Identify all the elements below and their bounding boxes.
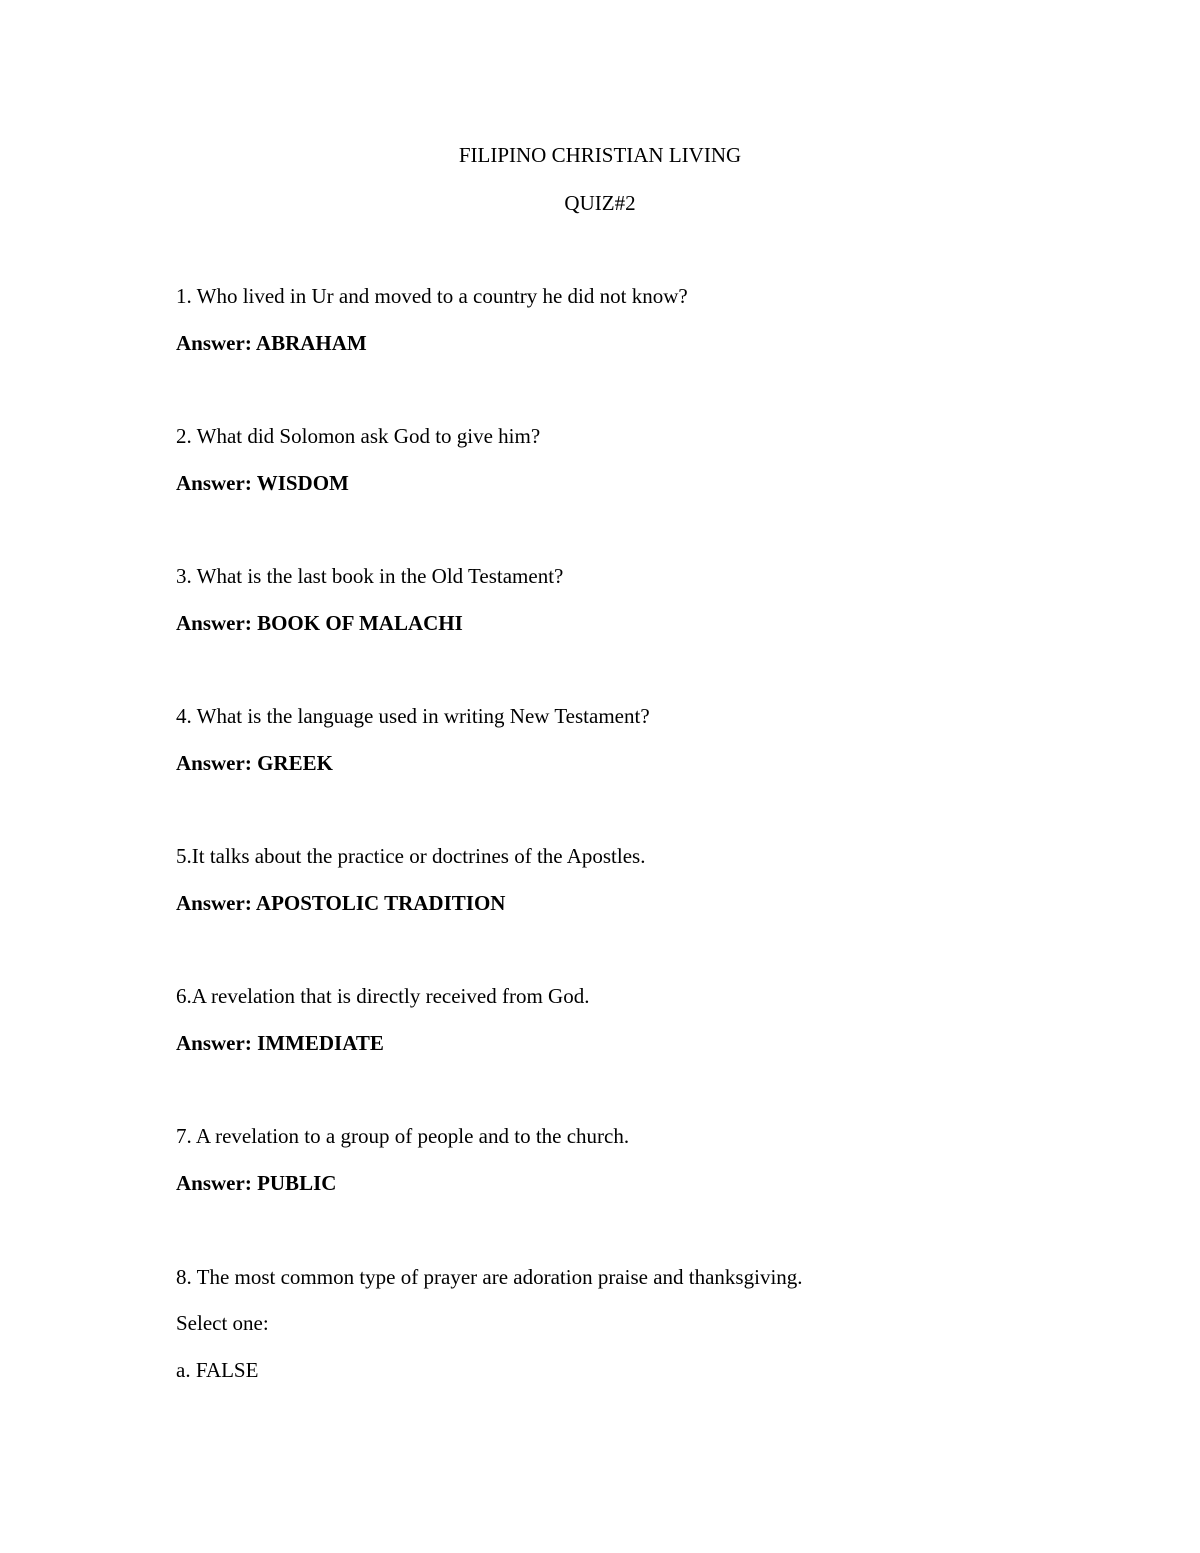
question-5: 5.It talks about the practice or doctrines of the Apostles. (176, 844, 646, 868)
question-1: 1. Who lived in Ur and moved to a country he did not know? (176, 284, 688, 308)
answer-6: Answer: IMMEDIATE (176, 1031, 384, 1055)
question-3: 3. What is the last book in the Old Testament? (176, 564, 564, 588)
answer-1: Answer: ABRAHAM (176, 331, 367, 355)
question-2: 2. What did Solomon ask God to give him? (176, 424, 541, 448)
answer-7: Answer: PUBLIC (176, 1171, 337, 1195)
question-8-prompt: Select one: (176, 1311, 269, 1335)
question-6: 6.A revelation that is directly received from God. (176, 984, 590, 1008)
document-title: FILIPINO CHRISTIAN LIVING (458, 143, 742, 167)
answer-5: Answer: APOSTOLIC TRADITION (176, 891, 506, 915)
question-8-option-a: a. FALSE (176, 1358, 259, 1382)
answer-2: Answer: WISDOM (176, 471, 349, 495)
answer-4: Answer: GREEK (176, 751, 333, 775)
document-subtitle: QUIZ#2 (564, 191, 636, 215)
question-8: 8. The most common type of prayer are adoration praise and thanksgiving. (176, 1265, 803, 1289)
question-4: 4. What is the language used in writing New Testament? (176, 704, 650, 728)
answer-3: Answer: BOOK OF MALACHI (176, 611, 463, 635)
question-7: 7. A revelation to a group of people and to the church. (176, 1124, 630, 1148)
